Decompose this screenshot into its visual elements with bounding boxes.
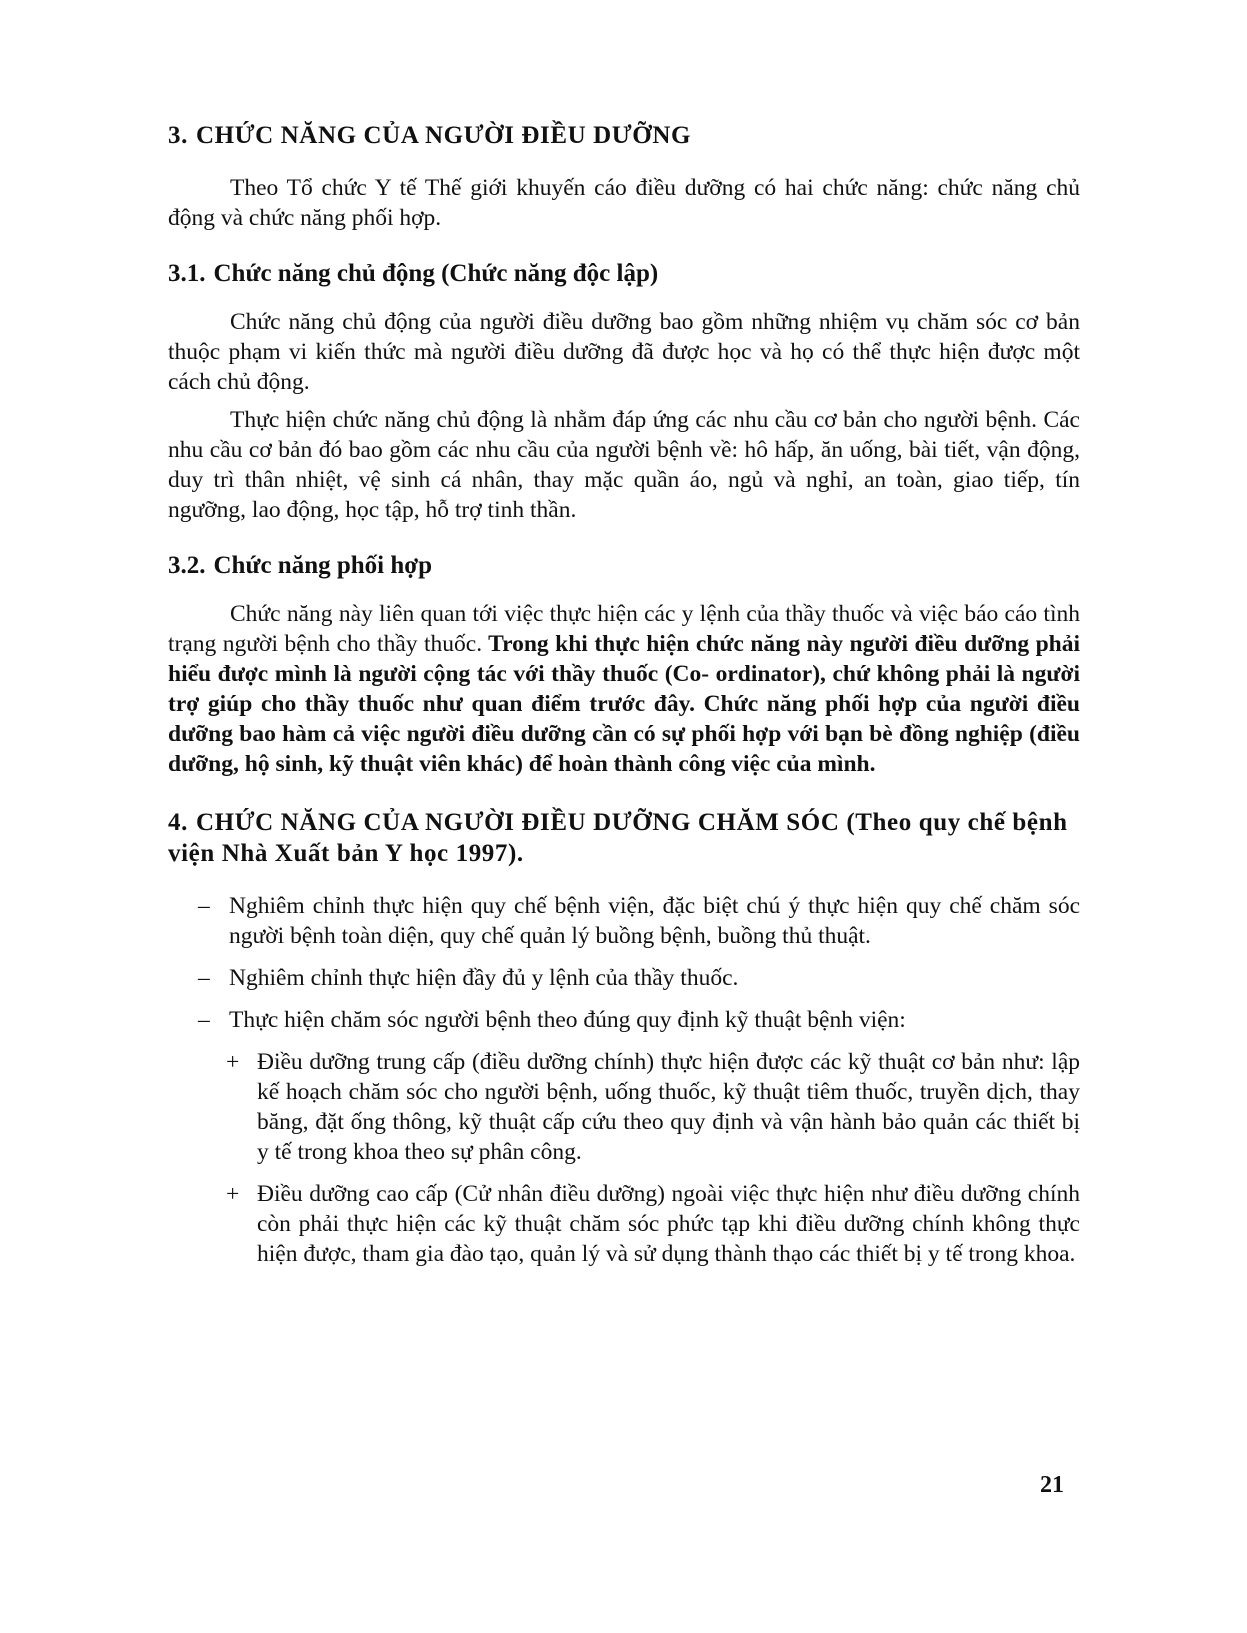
dash-bullet: – — [198, 1007, 210, 1033]
section-3-2-heading — [168, 550, 1080, 581]
section-3-number: 3. — [168, 122, 188, 149]
list-item-text: Thực hiện chăm sóc người bệnh theo đúng quy định kỹ thuật bệnh viện: — [229, 1007, 906, 1033]
section-3-2-text-plain: Chức năng này liên quan tới việc thực hiện các y lệnh của thầy thuốc và việc báo cáo tình trạng người bệnh cho thầy thuốc. — [168, 601, 1080, 657]
section-3-intro: Theo Tổ chức Y tế Thế giới khuyến cáo điều dưỡng có hai chức năng: chức năng chủ động và chức năng phối hợp. — [168, 175, 1080, 231]
list-item-text: Nghiêm chỉnh thực hiện đầy đủ y lệnh của thầy thuốc. — [229, 965, 739, 991]
section-3-2-paragraph — [168, 599, 1080, 779]
section-3-2-number: 3.2. — [168, 552, 206, 579]
section-3-1-paragraph-1: Chức năng chủ động của người điều dưỡng bao gồm những nhiệm vụ chăm sóc cơ bản thuộc phạm vi kiến thức mà người điều dưỡng đã được học và họ có thể thực hiện được một cách chủ động. — [168, 309, 1080, 395]
page-number: 21 — [1040, 1472, 1064, 1498]
plus-bullet: + — [226, 1049, 240, 1075]
sub-list-item — [168, 1179, 1080, 1269]
page-content — [168, 120, 1080, 1269]
section-3-1-title: Chức năng chủ động — [213, 260, 435, 287]
list-item — [168, 1005, 1080, 1035]
section-3-2-text-bold: Trong khi thực hiện chức năng này người điều dưỡng phải hiểu được mình là người cộng tác với thầy thuốc (Co- ordinator), chứ không phải là người trợ giúp cho thầy thuốc như quan điểm trước đây. Chức năng phối hợp của người điều dưỡng bao hàm cả việc người điều dưỡng cần có sự phối hợp với bạn bè đồng nghiệp (điều dưỡng, hộ sinh, kỹ thuật viên khác) để hoàn thành công việc của mình. — [168, 631, 1080, 777]
section-3-1-subtitle: (Chức năng độc lập) — [441, 260, 659, 287]
section-4-title: CHỨC NĂNG CỦA NGƯỜI ĐIỀU DƯỠNG CHĂM SÓC — [195, 809, 840, 836]
sub-list-item — [168, 1047, 1080, 1167]
section-3-1-heading — [168, 258, 1080, 289]
list-item-text: Nghiêm chỉnh thực hiện quy chế bệnh viện, đặc biệt chú ý thực hiện quy chế chăm sóc người bệnh toàn diện, quy chế quản lý buồng bệnh, buồng thủ thuật. — [229, 893, 1080, 949]
section-3-1-paragraph-2: Thực hiện chức năng chủ động là nhằm đáp ứng các nhu cầu cơ bản cho người bệnh. Các nhu cầu cơ bản đó bao gồm các nhu cầu của người bệnh về: hô hấp, ăn uống, bài tiết, vận động, duy trì thân nhiệt, vệ sinh cá nhân, thay mặc quần áo, ngủ và nghỉ, an toàn, giao tiếp, tín ngưỡng, lao động, học tập, hỗ trợ tinh thần. — [168, 407, 1080, 523]
list-item — [168, 891, 1080, 951]
dash-bullet: – — [198, 965, 210, 991]
dash-bullet: – — [198, 893, 210, 919]
section-3-title: CHỨC NĂNG CỦA NGƯỜI ĐIỀU DƯỠNG — [195, 122, 692, 149]
section-3-heading — [168, 120, 1080, 151]
list-item — [168, 963, 1080, 993]
section-4-number: 4. — [168, 809, 188, 836]
sub-list-item-text: Điều dưỡng cao cấp (Cử nhân điều dưỡng) ngoài việc thực hiện như điều dưỡng chính còn phải thực hiện các kỹ thuật chăm sóc phức tạp khi điều dưỡng chính không thực hiện được, tham gia đào tạo, quản lý và sử dụng thành thạo các thiết bị y tế trong khoa. — [257, 1181, 1080, 1267]
section-4-heading — [168, 807, 1080, 869]
section-3-2-title: Chức năng phối hợp — [213, 552, 433, 579]
plus-bullet: + — [226, 1181, 240, 1207]
sub-list-item-text: Điều dưỡng trung cấp (điều dưỡng chính) thực hiện được các kỹ thuật cơ bản như: lập kế hoạch chăm sóc cho người bệnh, uống thuốc, kỹ thuật tiêm thuốc, truyền dịch, thay băng, đặt ống thông, kỹ thuật cấp cứu theo quy định và vận hành bảo quản các thiết bị y tế trong khoa theo sự phân công. — [257, 1049, 1080, 1165]
section-3-1-number: 3.1. — [168, 260, 206, 287]
section-4-source: (Theo quy chế bệnh viện Nhà Xuất bản Y học 1997). — [168, 809, 1068, 867]
